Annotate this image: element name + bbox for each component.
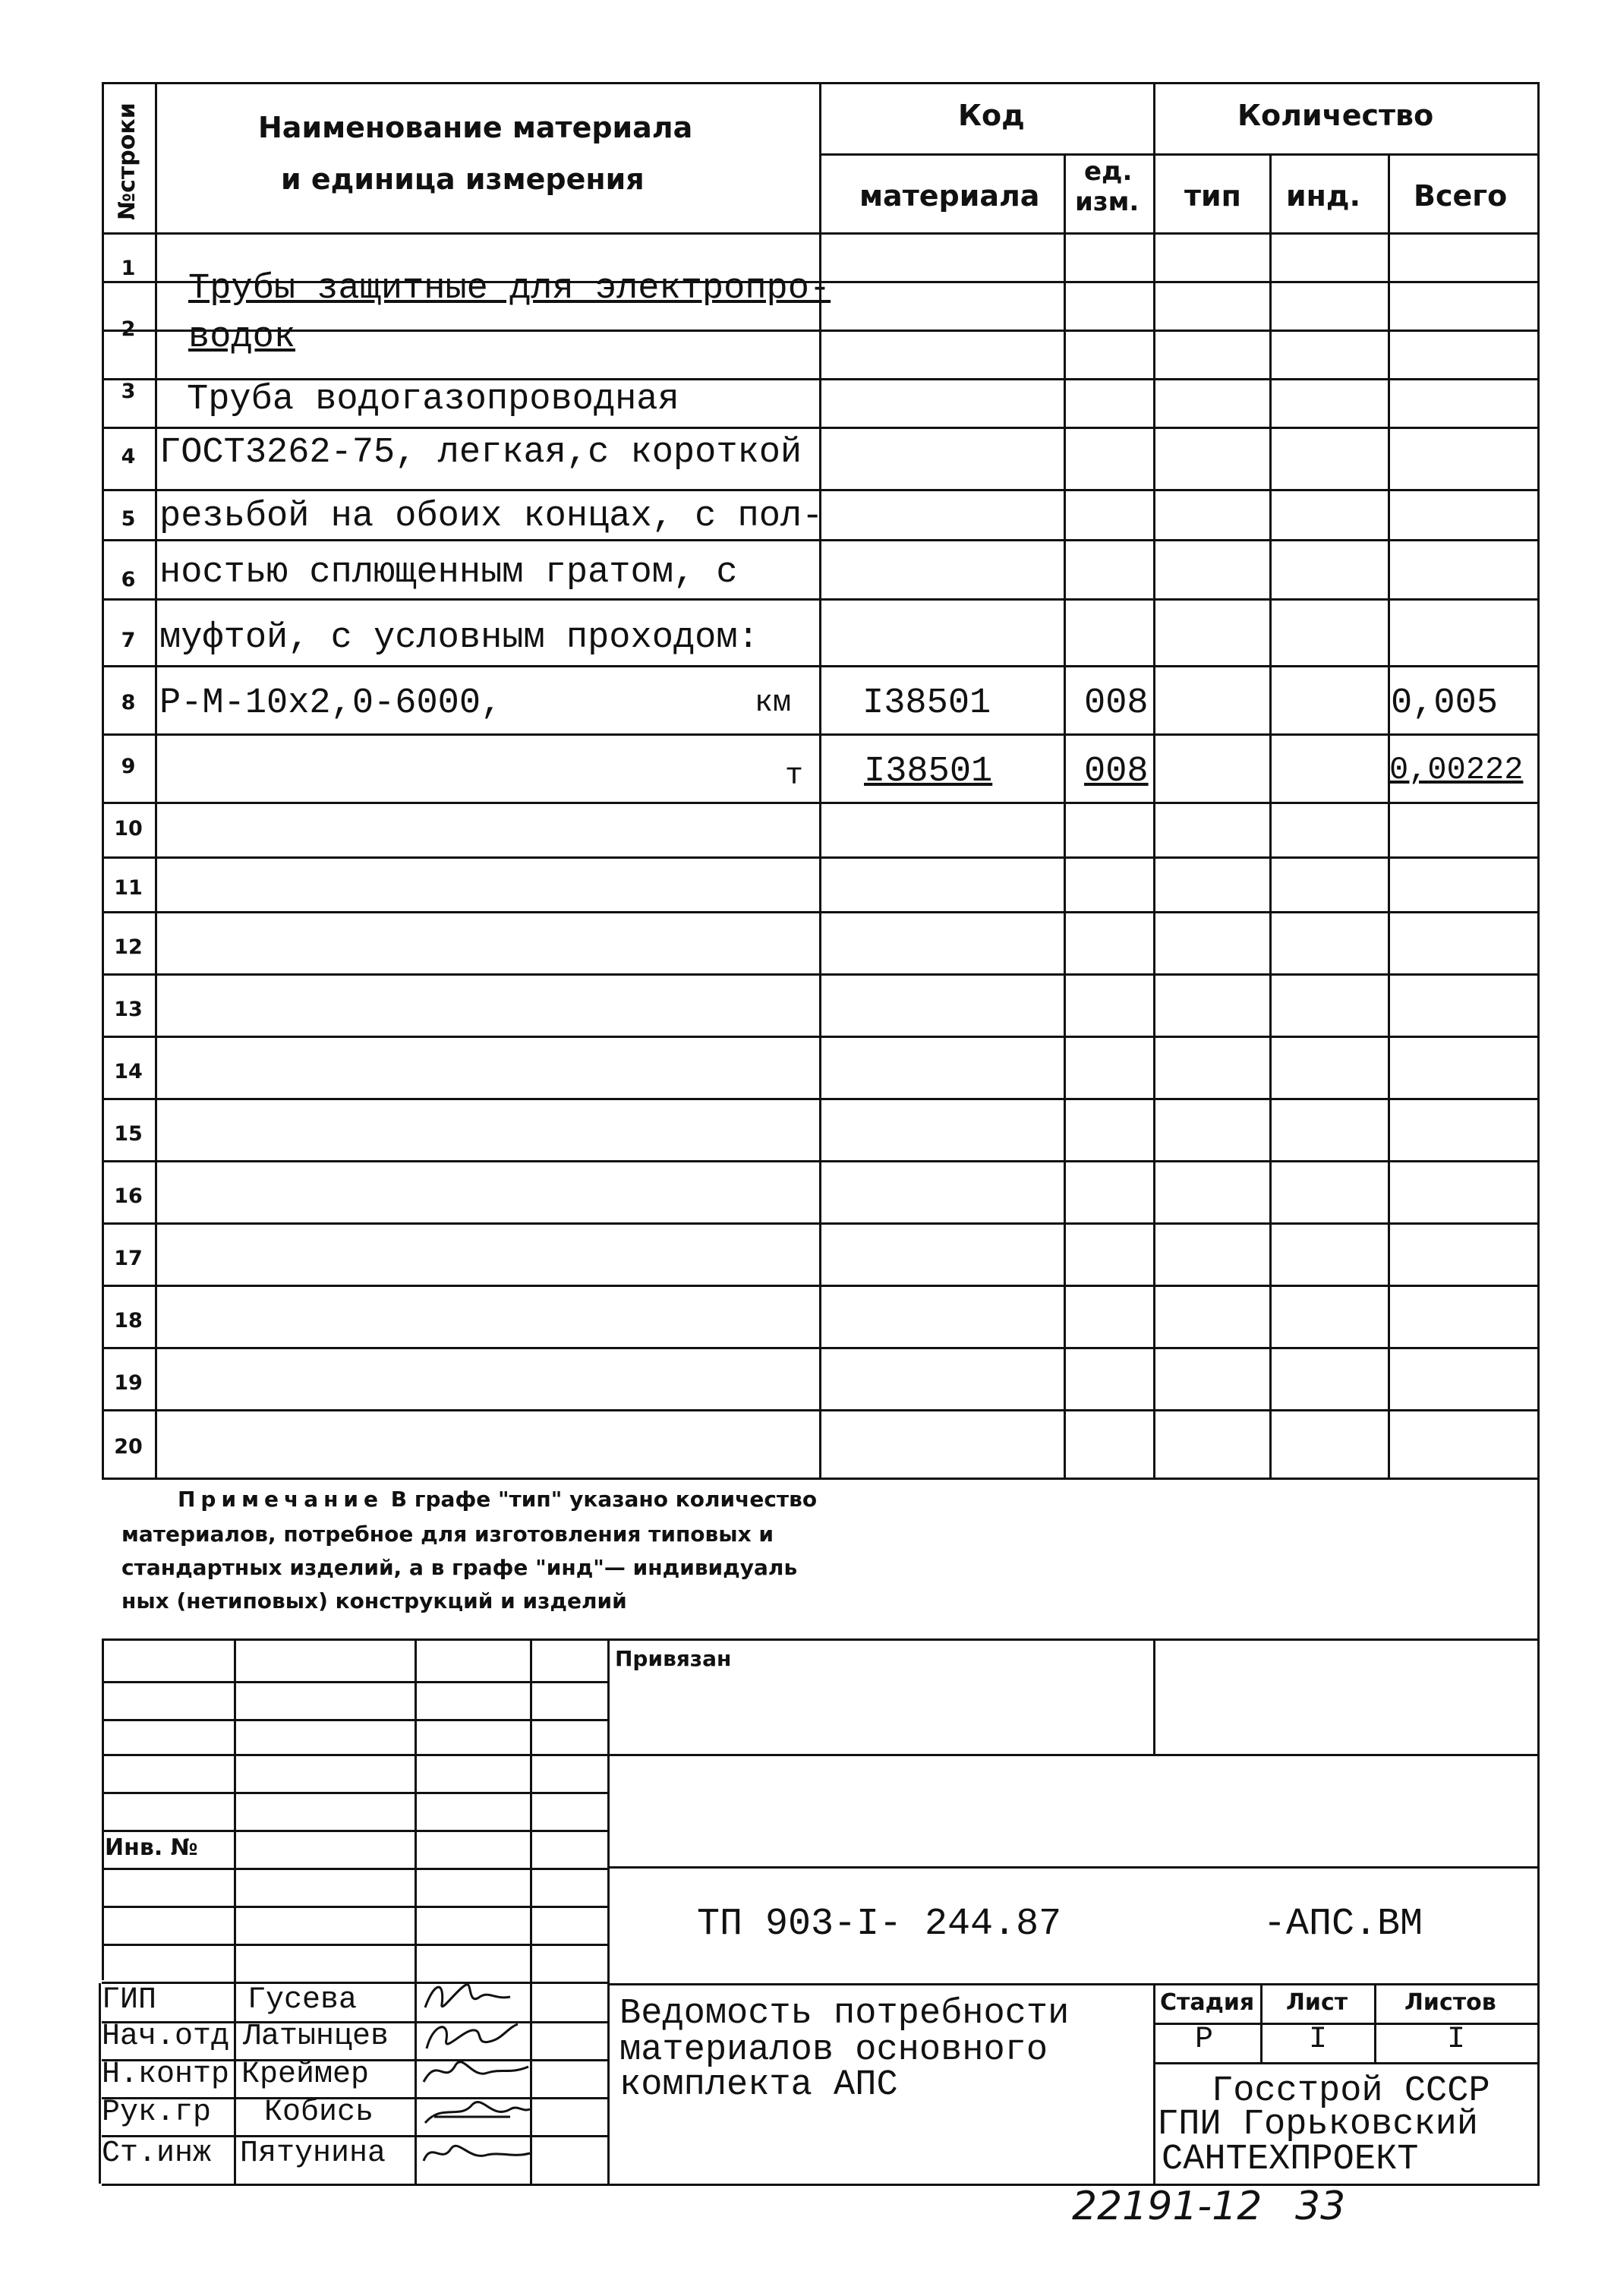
org-line-3: САНТЕХПРОЕКТ [1162,2140,1419,2180]
row-number: 1 [121,257,136,280]
col-line-unit [1153,82,1155,1479]
title-line-2: материалов основного [619,2030,1048,2070]
row-4-text: ГОСТ3262-75, легкая,с короткой [159,433,802,473]
role-chief-engineer: ГИП [102,1983,157,2017]
col-line-code-material [1064,153,1066,1479]
row-number: 17 [114,1247,143,1270]
sheets-label: Листов [1404,1989,1496,2016]
col-line-type [1269,153,1272,1479]
col-header-code: Код [958,99,1025,132]
row-number: 5 [121,507,136,531]
note-line-2: материалов, потребное для изготовления типовых и [121,1522,774,1547]
col-line-ind [1388,153,1390,1479]
row-8-unit: км [755,686,792,721]
header-bottom [102,232,1540,235]
col-header-qty-total: Всего [1414,179,1508,213]
row-3-text: Труба водогазопроводная [187,380,679,420]
note-line-1: В графе "тип" указано количество [390,1487,818,1512]
row-number: 12 [114,935,143,959]
row-number: 14 [114,1060,143,1083]
note-label: Примечание [178,1487,384,1512]
col-header-unit-line1: ед. [1084,156,1133,187]
inv-number-label: Инв. № [105,1834,198,1861]
title-line-1: Ведомость потребности [619,1994,1070,2034]
row-number: 6 [121,568,136,591]
row-9-unit: т [785,759,804,793]
row-8-name: Р-М-10х2,0-6000, [159,683,503,724]
row-8-unit-code: 008 [1084,683,1149,724]
row-2-text: водок [188,317,296,358]
org-line-1: Госстрой СССР [1212,2071,1490,2112]
stage-label: Стадия [1160,1989,1255,2016]
row-1-text: Трубы защитные для электропро- [188,269,831,309]
col-header-qty-type: тип [1184,179,1241,213]
document-code: ТП 903-I- 244.87 [697,1903,1062,1946]
row-6-text: ностью сплющенным гратом, с [159,553,738,593]
row-9-material-code: I38501 [864,752,993,792]
archive-number: 22191-12 [1072,2184,1263,2229]
header-subline [819,153,1540,156]
stage-value: Р [1195,2023,1214,2057]
table-border-right [1537,82,1540,1479]
signature-kobis [419,2089,533,2132]
note-line-3: стандартных изделий, а в графе "инд"— индивидуаль [121,1555,798,1580]
col-header-material-name-line2: и единица измерения [281,162,645,196]
row-number: 9 [121,755,136,778]
row-5-text: резьбой на обоих концах, с пол- [159,497,824,537]
col-header-quantity: Количество [1237,99,1434,132]
document-code-suffix: -АПС.ВМ [1263,1903,1423,1946]
table-border-top [102,82,1540,84]
name-guseva: Гусева [247,1983,358,2017]
page-number: 33 [1295,2184,1346,2229]
row-number: 19 [114,1371,143,1395]
name-latyntsev: Латынцев [243,2020,389,2054]
row-number: 20 [114,1435,143,1459]
role-senior-engineer: Ст.инж [102,2137,212,2171]
row-number: 8 [121,691,136,714]
row-8-material-code: I38501 [862,683,991,724]
role-dept-head: Нач.отд [102,2020,230,2054]
row-9-total: 0,00222 [1389,752,1524,788]
row-8-total: 0,005 [1391,683,1499,724]
title-line-3: комплекта АПС [619,2065,898,2105]
row-number: 11 [114,876,143,900]
row-number: 18 [114,1309,143,1332]
table-border-bottom [102,1478,1540,1480]
row-7-text: муфтой, с условным проходом: [159,618,759,658]
row-number: 4 [121,445,136,468]
row-9-unit-code: 008 [1084,752,1149,792]
col-header-unit-line2: изм. [1075,187,1140,217]
name-kobis: Кобись [264,2096,374,2130]
signature-kreimer [419,2052,533,2094]
name-kreimer: Креймер [241,2058,370,2092]
role-norm-control: Н.контр [102,2058,230,2092]
signature-latyntsev [419,2014,525,2056]
row-number: 16 [114,1184,143,1208]
col-header-row-number: №строки [114,102,140,220]
col-header-code-material: материала [859,179,1040,213]
row-number: 7 [121,629,136,652]
row-number: 10 [114,817,143,840]
signature-pyatunina [419,2130,533,2173]
name-pyatunina: Пятунина [240,2137,386,2171]
note-line-4: ных (нетиповых) конструкций и изделий [121,1588,627,1613]
row-number: 13 [114,998,143,1021]
role-group-lead: Рук.гр [102,2096,212,2130]
row-number: 15 [114,1122,143,1146]
signature-guseva [419,1974,525,2017]
sheet-value: I [1309,2023,1328,2057]
col-header-qty-ind: инд. [1286,179,1361,213]
col-header-material-name-line1: Наименование материала [258,111,693,144]
row-number: 3 [121,380,136,403]
org-line-2: ГПИ Горьковский [1157,2105,1479,2145]
sheet-label: Лист [1286,1989,1348,2016]
row-number: 2 [121,317,136,341]
col-line-rowno [155,82,157,1479]
sheets-value: I [1447,2023,1466,2057]
privyazan-label: Привязан [615,1646,732,1671]
